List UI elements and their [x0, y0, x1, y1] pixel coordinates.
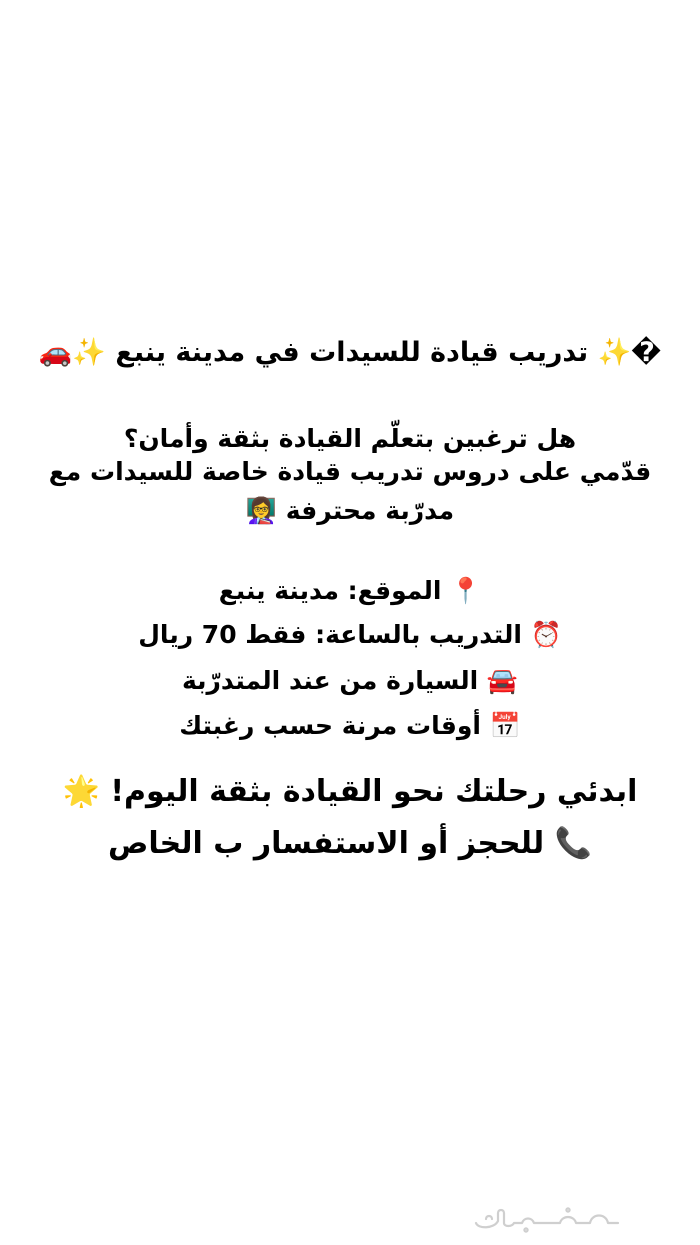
question-line-2: قدّمي على دروس تدريب قيادة خاصة للسيدات مع — [48, 457, 652, 486]
haraj-watermark-logo — [468, 1195, 628, 1235]
detail-location: 📍 الموقع: مدينة ينبع — [218, 576, 482, 605]
call-to-action-line-1: ابدئي رحلتك نحو القيادة بثقة اليوم! 🌟 — [62, 774, 638, 809]
post-title: �✨ تدريب قيادة للسيدات في مدينة ينبع ✨🚗 — [38, 337, 662, 368]
detail-price: ⏰ التدريب بالساعة: فقط 70 ريال — [138, 620, 562, 649]
question-line-1: هل ترغبين بتعلّم القيادة بثقة وأمان؟ — [123, 424, 577, 453]
detail-car: 🚘 السيارة من عند المتدرّبة — [181, 666, 519, 695]
question-line-3: مدرّبة محترفة 👩‍🏫 — [245, 496, 455, 525]
call-to-action-line-2: 📞 للحجز أو الاستفسار ب الخاص — [108, 826, 592, 861]
detail-schedule: 📅 أوقات مرنة حسب رغبتك — [179, 711, 521, 740]
